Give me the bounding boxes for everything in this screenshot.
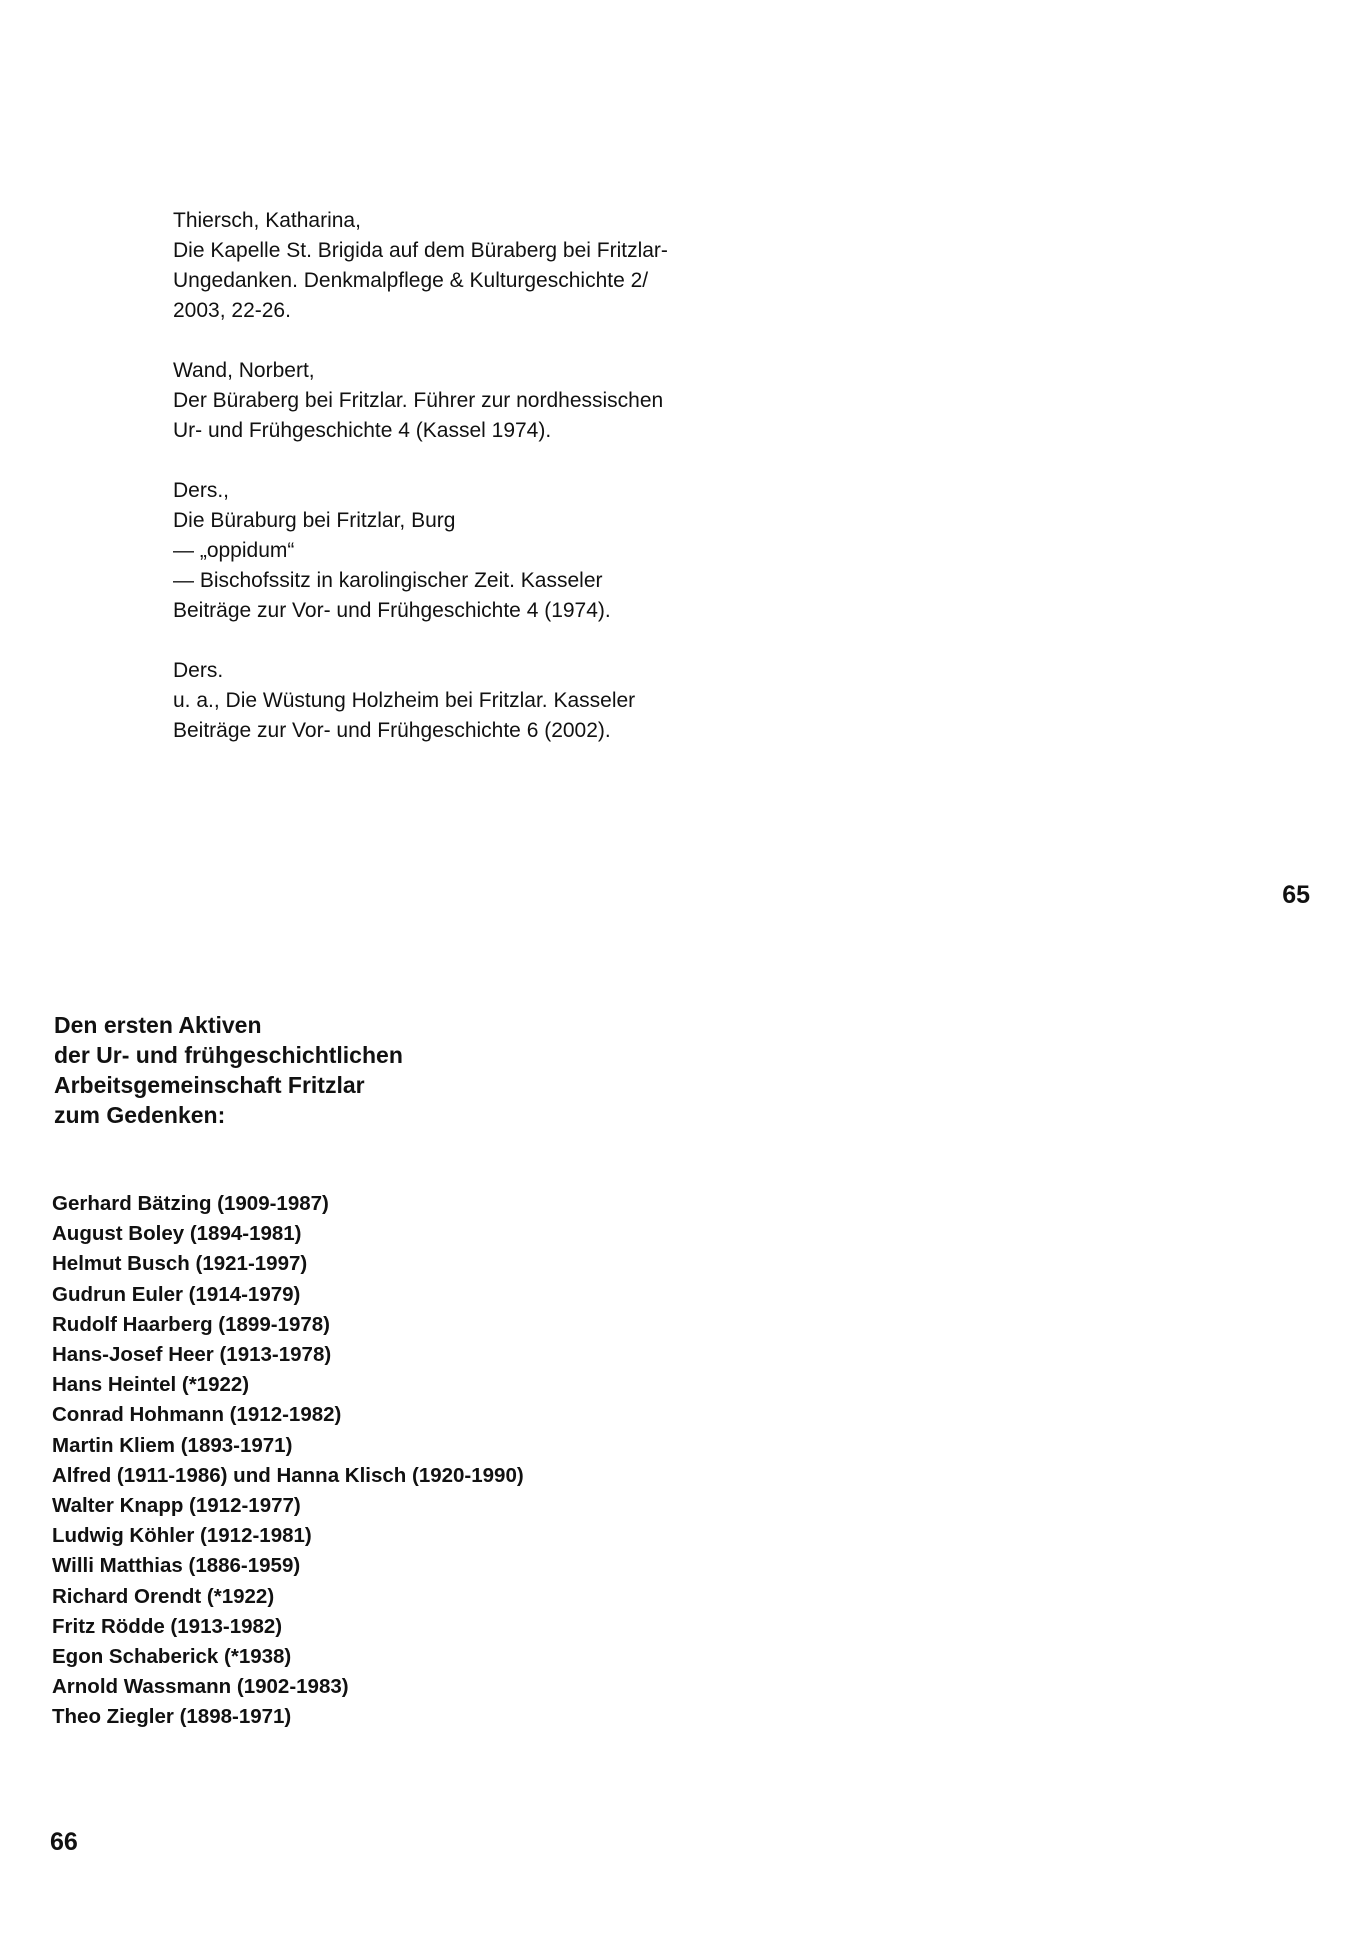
list-item: Fritz Rödde (1913-1982) — [52, 1614, 283, 1638]
bibliography-line: Die Kapelle St. Brigida auf dem Büraberg bei Fritzlar- — [173, 239, 668, 262]
list-item: Rudolf Haarberg (1899-1978) — [52, 1312, 330, 1336]
list-item: Hans-Josef Heer (1913-1978) — [52, 1343, 332, 1367]
list-item: Hans Heintel (*1922) — [52, 1373, 250, 1397]
bibliography-line: Thiersch, Katharina, — [173, 209, 361, 232]
bibliography-line: 2003, 22-26. — [173, 299, 291, 322]
bibliography-entry-wand — [173, 356, 733, 446]
memorial-heading-line: Den ersten Aktiven — [54, 1012, 262, 1038]
list-item: Ludwig Köhler (1912-1981) — [52, 1524, 312, 1548]
memorial-heading-line: der Ur- und frühgeschichtlichen — [54, 1042, 403, 1068]
list-item: Theo Ziegler (1898-1971) — [52, 1705, 292, 1729]
list-item: Helmut Busch (1921-1997) — [52, 1252, 308, 1276]
list-item: Willi Matthias (1886-1959) — [52, 1554, 301, 1578]
bibliography-line: Beiträge zur Vor- und Frühgeschichte 4 (1974). — [173, 599, 611, 622]
list-item: Arnold Wassmann (1902-1983) — [52, 1675, 349, 1699]
memorial-heading-line: Arbeitsgemeinschaft Fritzlar — [54, 1072, 365, 1098]
list-item: Gudrun Euler (1914-1979) — [52, 1282, 301, 1306]
bibliography-entry-thiersch — [173, 206, 733, 326]
bibliography-section — [173, 206, 733, 776]
bibliography-entry-ders-holzheim — [173, 656, 733, 746]
bibliography-line: — „oppidum“ — [173, 539, 295, 562]
list-item: Alfred (1911-1986) und Hanna Klisch (1920-1990) — [52, 1463, 524, 1487]
bibliography-line: Ders., — [173, 479, 230, 502]
memorial-names-list — [52, 1189, 524, 1733]
list-item: Walter Knapp (1912-1977) — [52, 1494, 301, 1518]
list-item: August Boley (1894-1981) — [52, 1222, 302, 1246]
bibliography-line: Wand, Norbert, — [173, 359, 315, 382]
list-item: Egon Schaberick (*1938) — [52, 1645, 292, 1669]
list-item: Richard Orendt (*1922) — [52, 1584, 275, 1608]
bibliography-line: u. a., Die Wüstung Holzheim bei Fritzlar. Kasseler — [173, 689, 636, 712]
page-number-left: 66 — [50, 1828, 78, 1856]
bibliography-line: — Bischofssitz in karolingischer Zeit. Kasseler — [173, 569, 603, 592]
bibliography-line: Ur- und Frühgeschichte 4 (Kassel 1974). — [173, 419, 552, 442]
bibliography-line: Ungedanken. Denkmalpflege & Kulturgeschichte 2/ — [173, 269, 649, 292]
bibliography-line: Beiträge zur Vor- und Frühgeschichte 6 (2002). — [173, 719, 611, 742]
list-item: Martin Kliem (1893-1971) — [52, 1433, 293, 1457]
bibliography-entry-ders-buraburg — [173, 476, 733, 626]
memorial-heading-line: zum Gedenken: — [54, 1102, 226, 1128]
list-item: Gerhard Bätzing (1909-1987) — [52, 1192, 329, 1215]
list-item: Conrad Hohmann (1912-1982) — [52, 1403, 342, 1427]
bibliography-line: Der Büraberg bei Fritzlar. Führer zur nordhessischen — [173, 389, 664, 412]
memorial-heading — [54, 1010, 403, 1130]
page-number-right: 65 — [1282, 881, 1310, 909]
bibliography-line: Ders. — [173, 659, 224, 682]
bibliography-line: Die Büraburg bei Fritzlar, Burg — [173, 509, 456, 532]
